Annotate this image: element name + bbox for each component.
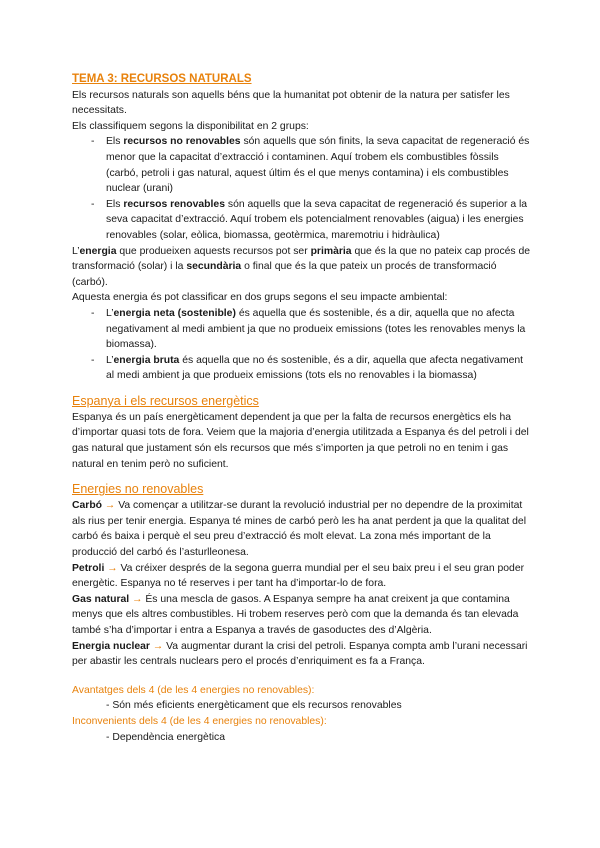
advantages-item: - Són més eficients energèticament que els recursos renovables	[106, 700, 402, 712]
disadvantages-item: - Dependència energètica	[106, 731, 225, 743]
gas-paragraph: Gas natural → És una mescla de gasos. A Espanya sempre ha anat creixent ja que contamina menys que els altres combustibles. Hi trobem reserves però com que la demanda és tan elevada també s’ha d’importar i entra a Espanya a través de gasoductes des d’Algèria.	[72, 593, 519, 636]
bullet-dirty-energy: - L’energia bruta és aquella que no és sostenible, és a dir, aquella que afecta negativament al medi ambient ja que produeix emissions (tots els no renovables i la biomassa)	[72, 353, 532, 384]
disadvantages-heading: Inconvenients dels 4 (de les 4 energies no renovables):	[72, 715, 327, 727]
intro-paragraph: Els recursos naturals son aquells béns que la humanitat pot obtenir de la natura per satisfer les necessitats.	[72, 89, 510, 117]
spacer	[72, 670, 532, 683]
nuclear-paragraph: Energia nuclear → Va augmentar durant la crisi del petroli. Espanya compta amb l’urani necessari per abastir les centrals nuclears pero el procés d’enriquiment es fa a França.	[72, 640, 528, 668]
doc-title: TEMA 3: RECURSOS NATURALS	[72, 73, 252, 85]
bullet-renewable: - Els recursos renovables són aquells que la seva capacitat de regeneració és superior a la seva capacitat d’extracció. Aquí trobem els potencialment renovables (aigua) i les energies renovables (solar, eòlica, biomassa, geotèrmica, maremotriu i hidràulica)	[72, 197, 532, 244]
heading-spain-energy: Espanya i els recursos energètics	[72, 393, 259, 408]
arrow-icon: →	[104, 500, 116, 512]
spain-paragraph: Espanya és un país energèticament dependent ja que per la falta de recursos energètics els ha d’importar quasi tots de fora. Veiem que la majoria d’energia utilitzada a Espanya és del petroli i del gas natural que justament són els recursos que més s’importen ja que petroli no en tenim i gas natural en tenim però no suficient.	[72, 411, 529, 470]
carbo-paragraph: Carbó → Va començar a utilitzar-se durant la revolució industrial per no dependre de la proximitat als rius per tenir energia. Espanya té mines de carbó però les ha anat perdent ja que la qualitat del carbó és baixa i perquè el seu preu d’extracció és molt elevat. La zona més important de la producció del carbó és l’asturlleonesa.	[72, 500, 527, 559]
energy-paragraph: L’energia que produeixen aquests recursos pot ser primària que és la que no pateix cap procés de transformació (solar) i la secundària o final que és la que pateix un procés de transformació (carbó).	[72, 245, 531, 288]
arrow-icon: →	[132, 593, 143, 605]
heading-non-renewable: Energies no renovables	[72, 482, 204, 497]
petroli-paragraph: Petroli → Va créixer després de la segona guerra mundial per el seu baix preu i el seu gran poder energètic. Espanya no té reserves i per tant ha d’importar-lo de fora.	[72, 562, 525, 590]
bullet-clean-energy: - L’energia neta (sostenible) és aquella que és sostenible, és a dir, aquella que no afecta negativament al medi ambient ja que no produeix emissions (totes les renovables menys la biomassa).	[72, 306, 532, 353]
intro-classification: Els classifiquem segons la disponibilitat en 2 grups:	[72, 120, 309, 132]
arrow-icon: →	[107, 562, 118, 574]
document-page	[72, 72, 532, 745]
arrow-icon: →	[152, 640, 164, 652]
energy-classification: Aquesta energia és pot classificar en dos grups segons el seu impacte ambiental:	[72, 292, 448, 304]
bullet-non-renewable: - Els recursos no renovables són aquells que són finits, la seva capacitat de regeneració és menor que la capacitat d’extracció i contaminen. Aquí trobem els combustibles fòssils (carbó, petroli i gas natural, aquest últim és el que menys contamina) i els combustibles nuclear (urani)	[72, 134, 532, 196]
advantages-heading: Avantatges dels 4 (de les 4 energies no renovables):	[72, 684, 315, 696]
